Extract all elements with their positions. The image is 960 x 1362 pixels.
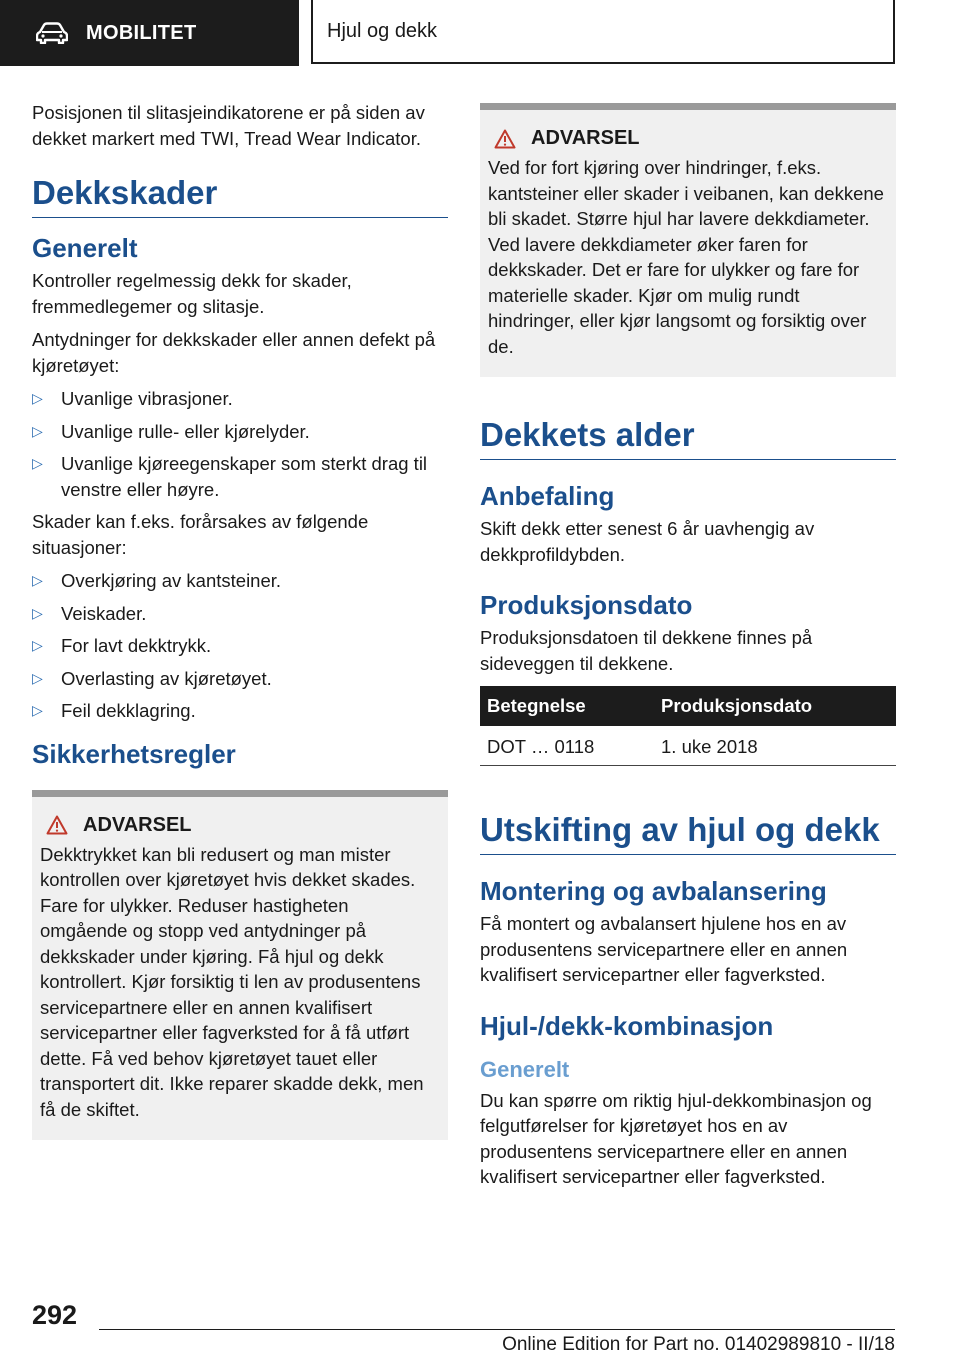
paragraph-kontroller: Kontroller regelmessig dekk for skader, fremmedlegemer og slitasje. [32,270,352,317]
table-row [480,726,896,766]
warning-title: ADVARSEL [531,127,640,149]
warning-text: Ved for fort kjøring over hindringer, f.eks. kantsteiner eller skader i veibanen, kan dekkene bli skadet. Større hjul har lavere dekkdiameter. Ved lavere dekkdiameter øker faren for dekkskader. Det er fare for ulykker og fare for materielle skader. Kjør om mulig rundt hindringer, eller kjør langsomt og forsiktig over de. [488,157,884,357]
triangle-bullet-icon: ▷ [32,702,43,718]
production-date-table [480,686,896,766]
heading-montering: Montering og avbalansering [480,876,827,906]
list-item: ▷ Veiskader. [32,601,448,627]
section-label: MOBILITET [86,21,197,44]
car-icon [36,22,68,44]
triangle-bullet-icon: ▷ [32,390,43,406]
list-item: ▷ Feil dekklagring. [32,698,448,724]
heading-dekkskader: Dekkskader [32,173,448,218]
heading-anbefaling: Anbefaling [480,481,615,511]
symptom-list [32,386,448,502]
paragraph-skader: Skader kan f.eks. forårsakes av følgende situasjoner: [32,511,369,558]
triangle-bullet-icon: ▷ [32,422,43,439]
table-header-row [480,686,896,726]
cause-list [32,568,448,724]
section-tab [0,0,299,66]
paragraph-montering: Få montert og avbalansert hjulene hos en av produsentens servicepartnere eller en annen kvalifisert servicepartner eller fagverksted. [480,913,848,985]
paragraph-antydninger: Antydninger for dekkskader eller annen defekt på kjøretøyet: [32,329,436,376]
warning-text: Dekktrykket kan bli redusert og man mister kontrollen over kjøretøyet hvis dekket skades. Fare for ulykker. Reduser hastigheten omgående og stopp ved antydninger på dekkskader under kjøring. Få hjul og dekk kontrollert. Kjør forsiktig ti len av produsentens servicepartnere eller en annen kvalifisert servicepartner eller fagverksted for å få utført dette. Få ved behov kjøretøyet tauet eller transportert dit. Ikke reparer skadde dekk, men få de skiftet. [40,843,424,1120]
heading-dekkets-alder: Dekkets alder [480,415,896,460]
triangle-bullet-icon: ▷ [32,604,43,621]
warning-box [32,790,448,1141]
list-item: ▷ For lavt dekktrykk. [32,633,448,659]
page-header [0,0,960,66]
heading-utskifting: Utskifting av hjul og dekk [480,810,896,855]
chapter-title: Hjul og dekk [311,0,895,64]
edition-note: Online Edition for Part no. 01402989810 - II/18 [502,1334,895,1355]
left-column [32,100,448,1140]
warning-triangle-icon [46,815,68,835]
intro-paragraph: Posisjonen til slitasjeindikatorene er på siden av dekket markert med TWI, Tread Wear Indicator. [32,102,425,149]
paragraph-produksjonsdato: Produksjonsdatoen til dekkene finnes på sideveggen til dekkene. [480,627,813,674]
triangle-bullet-icon: ▷ [32,455,43,471]
list-item: ▷ Uvanlige vibrasjoner. [32,386,448,412]
list-item: ▷ Overlasting av kjøretøyet. [32,666,448,692]
warning-triangle-icon [494,129,516,149]
warning-header [46,814,440,837]
table-cell: DOT … 0118 [480,726,654,766]
triangle-bullet-icon: ▷ [32,572,43,588]
table-cell: 1. uke 2018 [654,726,896,766]
footer-divider [99,1329,895,1330]
list-item: ▷ Uvanlige rulle- eller kjørelyder. [32,419,448,445]
heading-generelt: Generelt [32,233,138,263]
list-item: ▷ Uvanlige kjøreegenskaper som sterkt drag til venstre eller høyre. [32,453,428,500]
page-number: 292 [32,1300,78,1330]
warning-header [494,127,888,150]
column-header: Betegnelse [480,686,654,726]
heading-hjul-dekk-kombinasjon: Hjul-/dekk-kombinasjon [480,1010,774,1041]
triangle-bullet-icon: ▷ [32,669,43,686]
triangle-bullet-icon: ▷ [32,637,43,653]
paragraph-anbefaling: Skift dekk etter senest 6 år uavhengig av dekkprofildybden. [480,518,815,565]
right-column [480,103,896,1198]
heading-produksjonsdato: Produksjonsdato [480,590,693,620]
warning-title: ADVARSEL [83,813,192,836]
warning-box [480,103,896,377]
heading-generelt-sub: Generelt [480,1056,570,1082]
heading-sikkerhetsregler: Sikkerhetsregler [32,738,236,769]
column-header: Produksjonsdato [654,686,896,726]
list-item: ▷ Overkjøring av kantsteiner. [32,568,448,594]
paragraph-kombinasjon: Du kan spørre om riktig hjul-dekkombinasjon og felgutførelser for kjøretøyet hos en av produsentens servicepartnere eller en annen kvalifisert servicepartner eller fagverksted. [480,1089,872,1187]
